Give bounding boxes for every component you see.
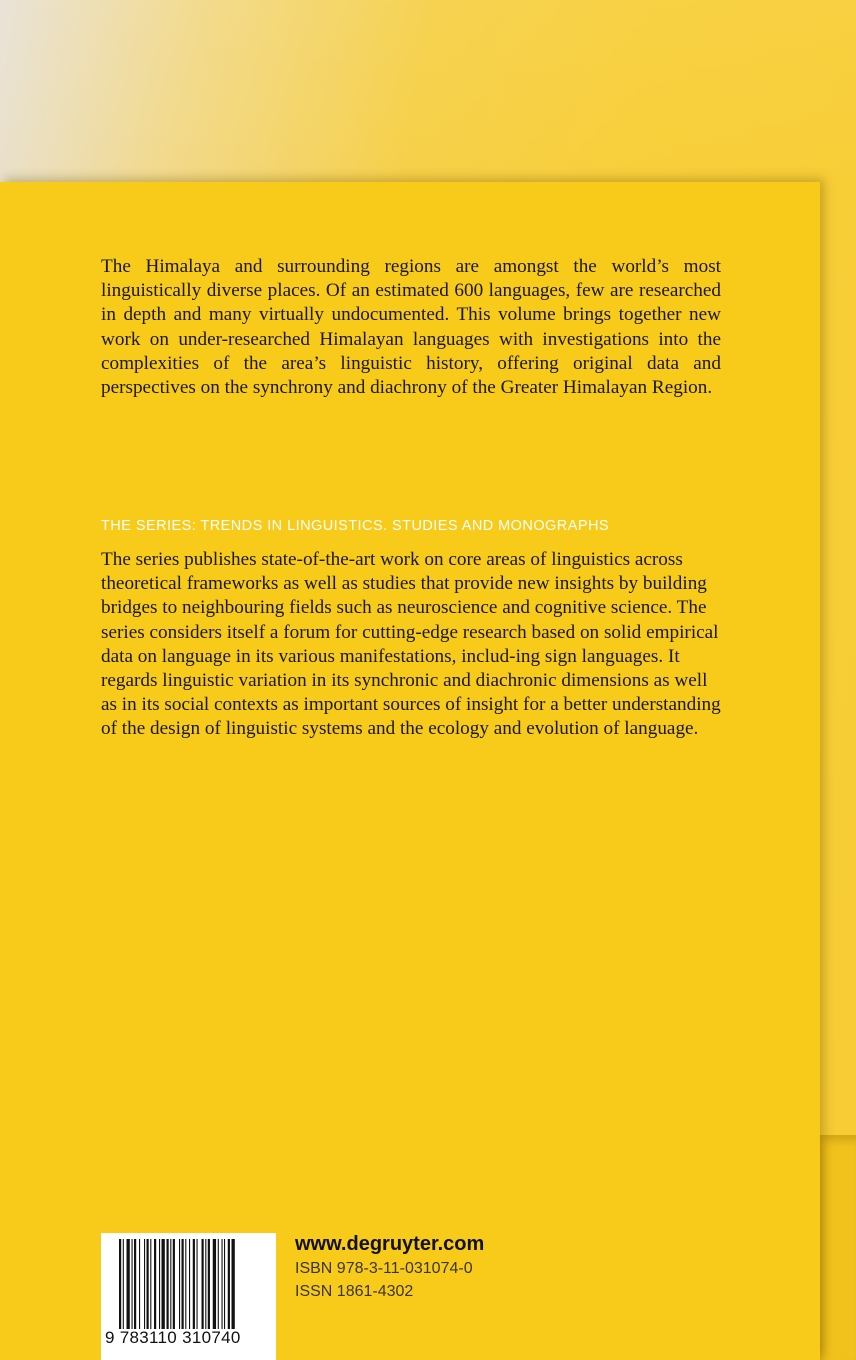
- background-gradient: [0, 0, 856, 190]
- book-description: The Himalaya and surrounding regions are amongst the world’s most linguistically diverse places. Of an estimated 600 languages, few are researched in depth and many virtually undocumented. This volume brings together new work on under-researched Himalayan languages with investigations into the complexities of the area’s linguistic history, offering original data and perspectives on the synchrony and diachrony of the Greater Himalayan Region.: [101, 256, 721, 399]
- issn: ISSN 1861-4302: [295, 1283, 414, 1300]
- publisher-info: [295, 1231, 484, 1303]
- cover-edge-shadow: [818, 1135, 856, 1360]
- barcode-digits: 9 783110 310740: [105, 1328, 241, 1347]
- barcode-bars: [119, 1239, 269, 1329]
- series-description: The series publishes state-of-the-art work on core areas of linguistics across theoretical frameworks as well as studies that provide new insights by building bridges to neighbouring fields such as neuroscience and cognitive science. The series considers itself a forum for cutting-edge research based on solid empirical data on language in its various manifestations, includ-ing sign languages. It regards linguistic variation in its synchronic and diachronic dimensions as well as in its social contexts as important sources of insight for a better understanding of the design of linguistic systems and the ecology and evolution of language.: [101, 549, 721, 740]
- isbn: ISBN 978-3-11-031074-0: [295, 1260, 473, 1277]
- barcode: [101, 1233, 276, 1360]
- publisher-website[interactable]: www.degruyter.com: [295, 1233, 485, 1255]
- series-heading: THE SERIES: TRENDS IN LINGUISTICS. STUDIES AND MONOGRAPHS: [101, 518, 609, 534]
